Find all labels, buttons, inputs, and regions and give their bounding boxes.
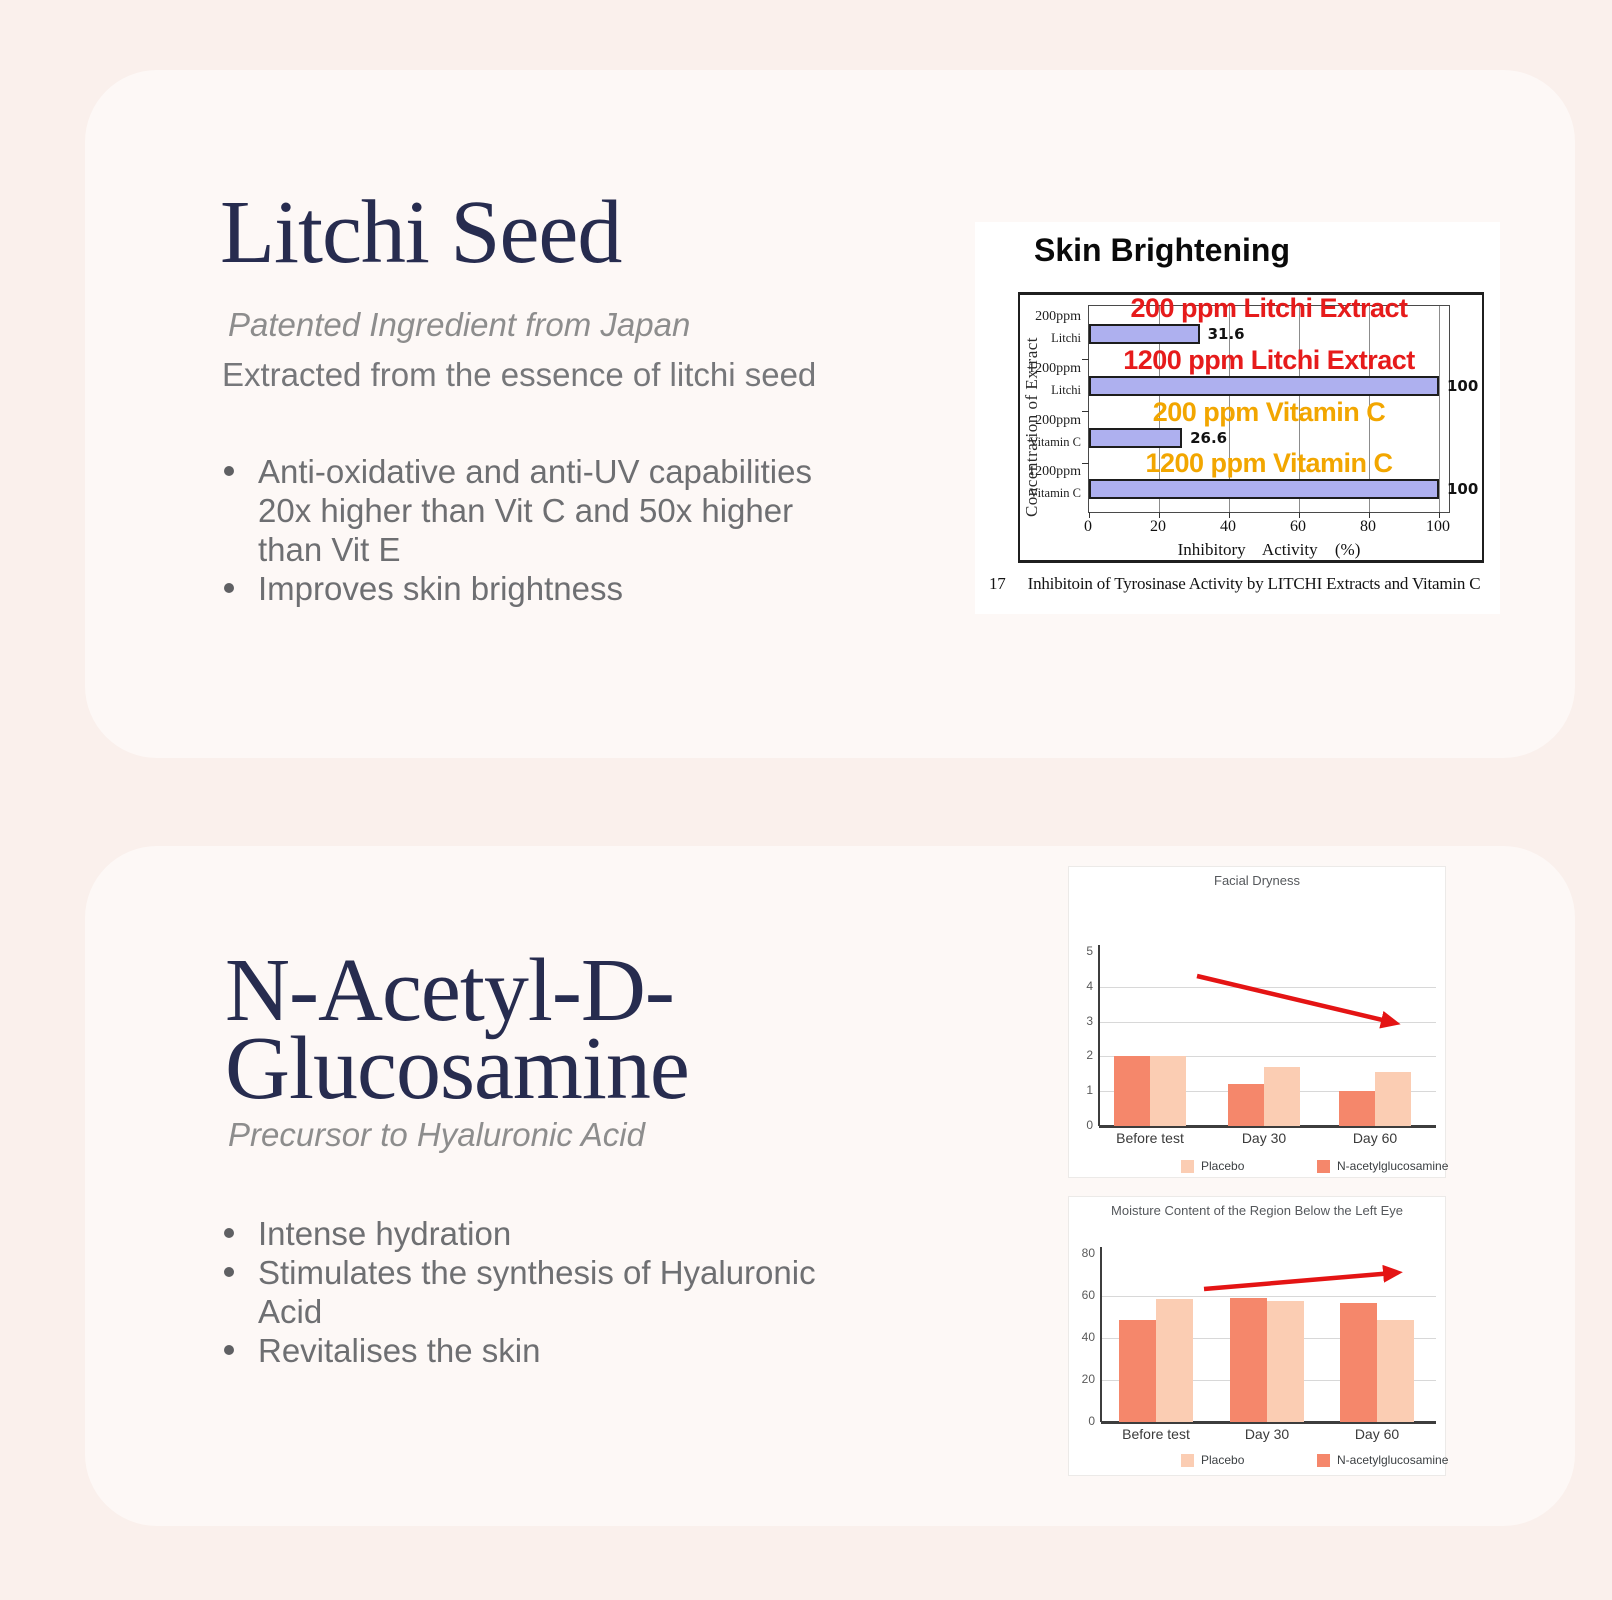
bar: [1156, 1299, 1193, 1422]
y-tick-label: 20: [1081, 1372, 1095, 1386]
y-axis-line: [1098, 945, 1100, 1126]
bar: [1375, 1072, 1411, 1126]
nag-bullet-list: [222, 1214, 882, 1370]
legend-entry: [1181, 1159, 1244, 1173]
bullet-dot: [224, 1267, 234, 1277]
bullet-text: Improves skin brightness: [258, 570, 623, 607]
caption-number: 17: [989, 574, 1006, 593]
bar: [1114, 1056, 1150, 1126]
legend-label: N-acetylglucosamine: [1337, 1453, 1449, 1467]
nag-title: [225, 941, 689, 1118]
y-tick-label: 2: [1086, 1048, 1093, 1063]
category-label: Before test: [1116, 1130, 1184, 1146]
x-tick-label: 20: [1150, 518, 1166, 535]
bar: [1340, 1303, 1377, 1422]
bar-annotation: 200 ppm Vitamin C: [1152, 397, 1386, 427]
nag-title-line-1: N-Acetyl-D-: [225, 941, 674, 1040]
y-tick-label: 0: [1086, 1118, 1093, 1132]
legend-entry: [1317, 1453, 1448, 1467]
bar: [1089, 428, 1182, 448]
bullet-dot: [224, 1228, 234, 1238]
category-label-line: 1200ppm: [1028, 361, 1081, 376]
bullet-item: [222, 1253, 882, 1331]
skin-brightening-caption: [989, 574, 1480, 594]
gridline: [1099, 987, 1436, 988]
bullet-item: [222, 1331, 882, 1370]
legend-label: N-acetylglucosamine: [1337, 1159, 1449, 1173]
bullet-text: Intense hydration: [258, 1215, 512, 1252]
facial-dryness-chart: [1068, 866, 1449, 1178]
bar: [1089, 479, 1439, 499]
legend-swatch: [1181, 1454, 1194, 1467]
bullet-text: Anti-oxidative and anti-UV capabilities 20x higher than Vit C and 50x higher than Vit E: [258, 453, 812, 568]
nag-title-line-2: Glucosamine: [225, 1019, 689, 1118]
category-label: Day 60: [1352, 1130, 1398, 1146]
bar-annotation: 1200 ppm Vitamin C: [1145, 448, 1393, 478]
category-label: Day 30: [1241, 1130, 1287, 1146]
y-tick-label: 0: [1088, 1414, 1095, 1428]
y-tick-label: 5: [1086, 944, 1093, 958]
bullet-dot: [224, 583, 234, 593]
skin-brightening-x-axis-label: Inhibitory Activity (%): [1177, 540, 1361, 559]
moisture-content-chart: [1068, 1196, 1449, 1476]
bullet-item: [222, 569, 882, 608]
legend-swatch: [1181, 1160, 1194, 1173]
y-tick-label: 40: [1081, 1330, 1095, 1344]
litchi-title: Litchi Seed: [220, 183, 622, 282]
bar: [1150, 1056, 1186, 1126]
y-tick-label: 1: [1086, 1083, 1093, 1098]
bar: [1377, 1320, 1414, 1422]
gridline: [1099, 1022, 1436, 1023]
gridline: [1101, 1296, 1436, 1297]
nag-tagline: Precursor to Hyaluronic Acid: [228, 1116, 645, 1153]
category-label-line: 200ppm: [1035, 413, 1081, 428]
y-tick-label: 60: [1081, 1288, 1095, 1302]
category-label-line: Vitamin C: [1029, 435, 1081, 449]
bar: [1089, 324, 1200, 344]
category-label-line: 1200ppm: [1028, 464, 1081, 479]
category-label-line: 200ppm: [1035, 309, 1081, 324]
y-tick-label: 4: [1086, 978, 1093, 993]
legend-swatch: [1317, 1454, 1330, 1467]
y-tick-mark: [1082, 463, 1089, 464]
bullet-item: [222, 452, 882, 569]
bullet-text: Stimulates the synthesis of Hyaluronic Acid: [258, 1254, 816, 1330]
bar-value-label: 31.6: [1207, 325, 1245, 343]
legend-entry: [1317, 1159, 1448, 1173]
chart-title: Facial Dryness: [1214, 873, 1300, 888]
bullet-dot: [224, 466, 234, 476]
y-axis-line: [1100, 1247, 1102, 1422]
skin-brightening-y-axis-label: Concentration of Extract: [1022, 336, 1041, 518]
category-label: Day 30: [1244, 1426, 1290, 1442]
caption-text: Inhibitoin of Tyrosinase Activity by LITCHI Extracts and Vitamin C: [1027, 574, 1481, 593]
x-tick-label: 60: [1290, 518, 1306, 535]
bar: [1119, 1320, 1156, 1422]
category-label-line: Litchi: [1051, 383, 1081, 397]
x-tick-label: 100: [1426, 518, 1450, 535]
chart-title: Moisture Content of the Region Below the Left Eye: [1111, 1203, 1403, 1218]
bar: [1228, 1084, 1264, 1126]
bar-value-label: 100: [1447, 377, 1479, 395]
litchi-bullet-list: [222, 452, 882, 608]
bar: [1089, 376, 1439, 396]
bar: [1264, 1067, 1300, 1126]
bar-annotation: 200 ppm Litchi Extract: [1130, 293, 1408, 323]
x-tick-label: 80: [1360, 518, 1376, 535]
x-tick-label: 40: [1220, 518, 1236, 535]
litchi-description: Extracted from the essence of litchi seed: [222, 356, 817, 393]
y-tick-mark: [1082, 359, 1089, 360]
category-label: Day 60: [1354, 1426, 1400, 1442]
category-label: Before test: [1122, 1426, 1190, 1442]
category-label-line: Vitamin C: [1029, 486, 1081, 500]
bar-value-label: 26.6: [1190, 429, 1228, 447]
bullet-dot: [224, 1345, 234, 1355]
category-label-line: Litchi: [1051, 331, 1081, 345]
skin-brightening-figure-title: Skin Brightening: [1034, 232, 1290, 268]
y-tick-mark: [1082, 411, 1089, 412]
legend-label: Placebo: [1201, 1453, 1245, 1467]
bullet-item: [222, 1214, 882, 1253]
litchi-tagline: Patented Ingredient from Japan: [228, 306, 691, 343]
legend-entry: [1181, 1453, 1244, 1467]
bar-value-label: 100: [1447, 480, 1479, 498]
skin-brightening-figure: [975, 222, 1500, 614]
bar: [1267, 1301, 1304, 1422]
bullet-text: Revitalises the skin: [258, 1332, 541, 1369]
legend-swatch: [1317, 1160, 1330, 1173]
skin-brightening-plot-area: [1088, 293, 1479, 513]
bar: [1230, 1298, 1267, 1422]
bar-annotation: 1200 ppm Litchi Extract: [1123, 345, 1415, 375]
legend-label: Placebo: [1201, 1159, 1245, 1173]
y-tick-label: 80: [1081, 1246, 1095, 1260]
bar: [1339, 1091, 1375, 1126]
x-tick-label: 0: [1084, 518, 1092, 535]
y-tick-label: 3: [1086, 1013, 1093, 1028]
